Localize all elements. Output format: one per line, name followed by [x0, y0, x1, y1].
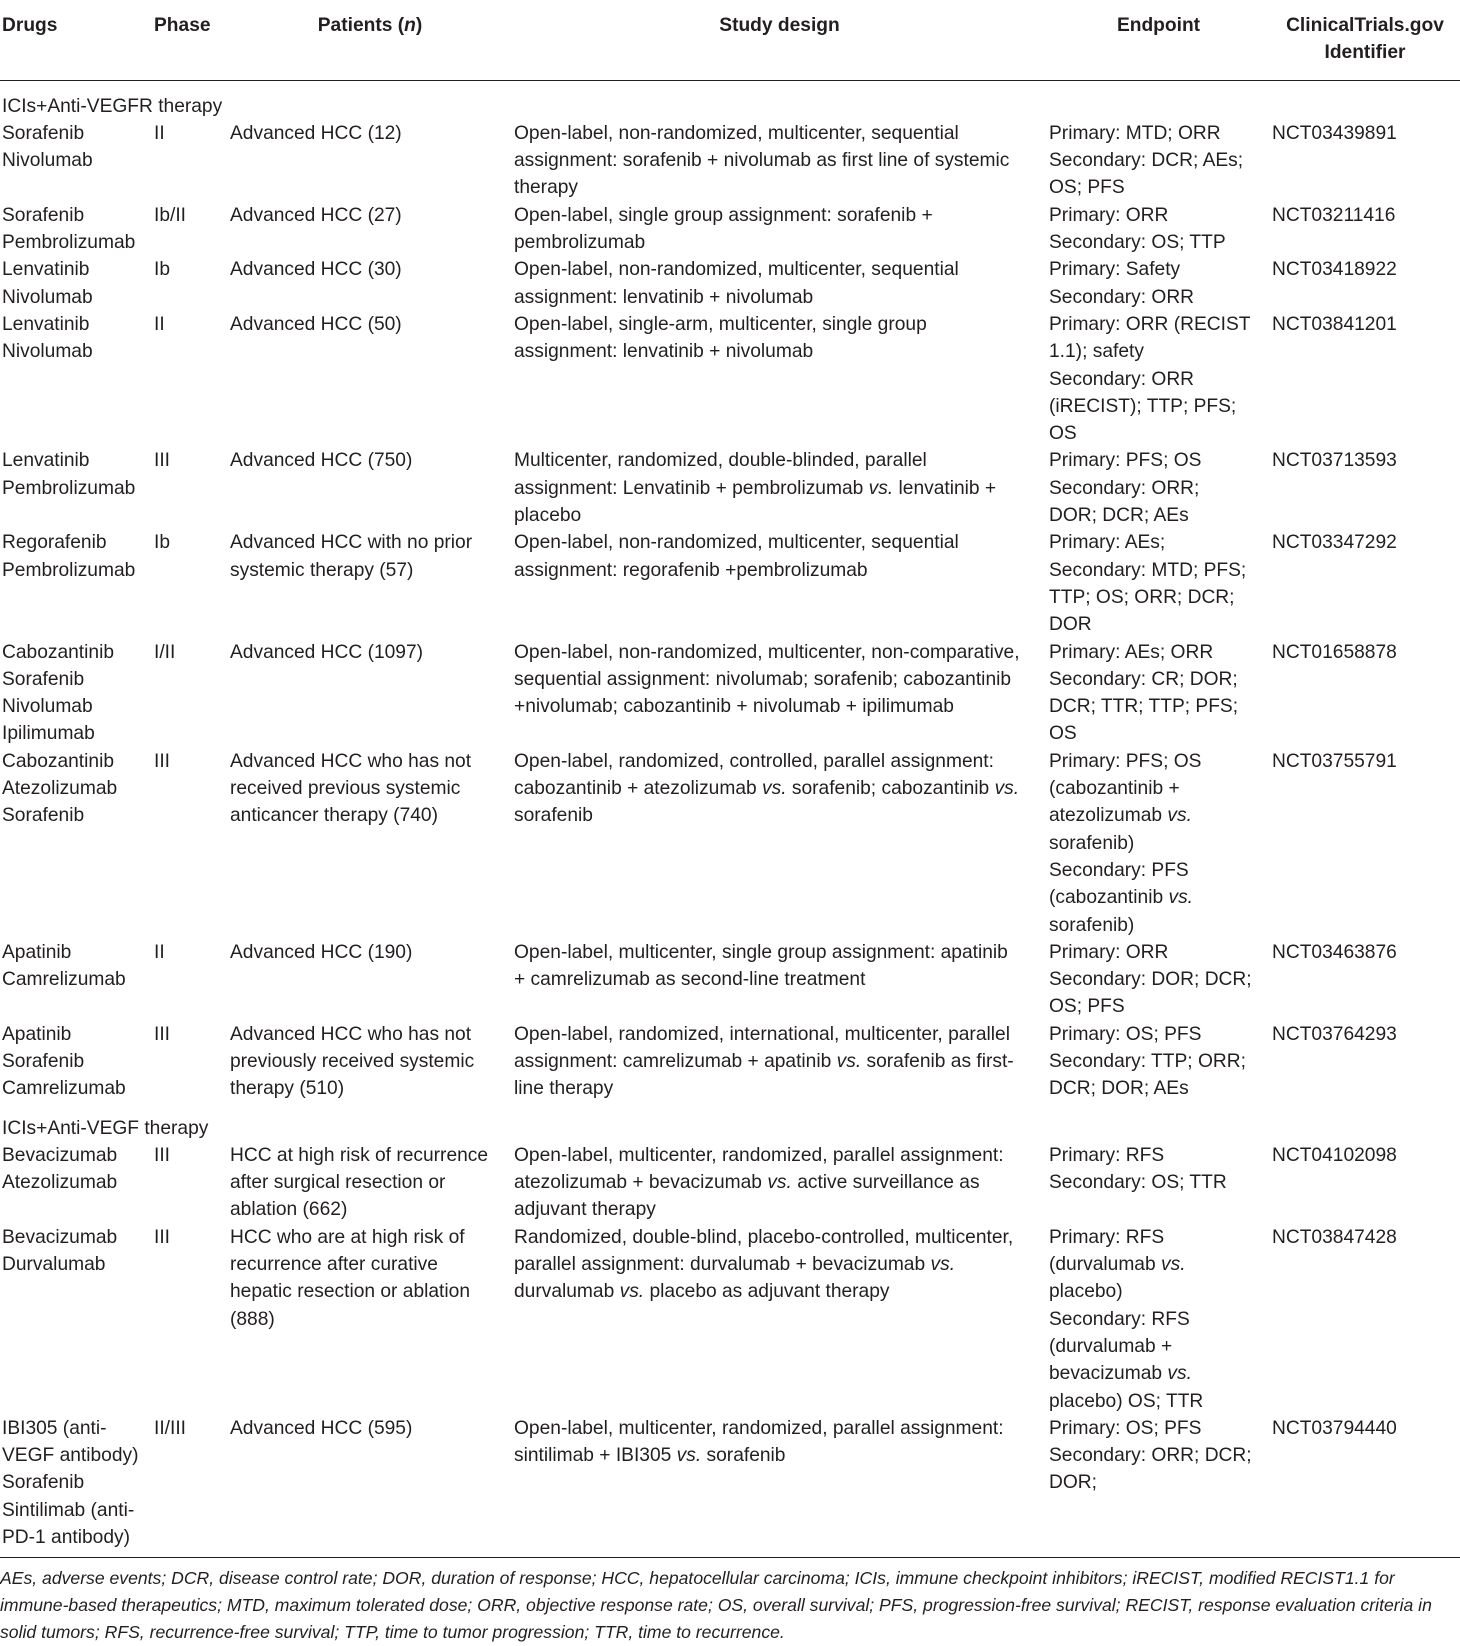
design-cell [512, 748, 1047, 939]
endpoint-line: sorafenib) [1049, 914, 1135, 936]
drugs-line: Nivolumab [2, 696, 93, 718]
drugs-line: Nivolumab [2, 150, 93, 172]
phase-line: II/III [154, 1417, 186, 1439]
phase-cell [152, 311, 228, 447]
endpoint-line: placebo) OS; TTR [1049, 1390, 1204, 1412]
identifier-cell [1270, 447, 1460, 529]
drugs-line: Cabozantinib [2, 750, 115, 772]
section-row [0, 80, 1460, 120]
endpoint-line: Primary: RFS [1049, 1226, 1165, 1248]
design-line: durvalumab vs. placebo as adjuvant therapy [514, 1281, 890, 1303]
identifier-cell [1270, 311, 1460, 447]
phase-line: III [154, 1023, 170, 1045]
design-line: Open-label, randomized, controlled, parallel assignment: [514, 750, 994, 772]
identifier-line: NCT03463876 [1272, 941, 1397, 963]
design-line: assignment: sorafenib + nivolumab as first line of systemic [514, 150, 1010, 172]
identifier-cell [1270, 748, 1460, 939]
endpoint-line: Primary: OS; PFS [1049, 1023, 1202, 1045]
patients-cell [228, 311, 512, 447]
header-patients [228, 0, 512, 80]
vs-abbrev: vs. [619, 1281, 645, 1303]
phase-line: I/II [154, 641, 176, 663]
table-row [0, 256, 1460, 311]
endpoint-line: Secondary: TTP; ORR; [1049, 1050, 1246, 1072]
identifier-line: NCT03794440 [1272, 1417, 1397, 1439]
phase-cell [152, 202, 228, 257]
design-line: pembrolizumab [514, 232, 646, 254]
header-identifier [1270, 0, 1460, 80]
drugs-cell [0, 748, 152, 939]
identifier-cell [1270, 939, 1460, 1021]
drugs-cell [0, 529, 152, 638]
drugs-line: VEGF antibody) [2, 1445, 139, 1467]
patients-line: Advanced HCC who has not [230, 750, 472, 772]
design-cell [512, 1021, 1047, 1103]
design-line: sequential assignment: nivolumab; sorafenib; cabozantinib [514, 668, 1012, 690]
patients-line: Advanced HCC (750) [230, 450, 413, 472]
identifier-cell [1270, 529, 1460, 638]
phase-cell [152, 748, 228, 939]
endpoint-line: (cabozantinib + [1049, 778, 1180, 800]
endpoint-cell [1047, 939, 1270, 1021]
endpoint-line: atezolizumab vs. [1049, 805, 1192, 827]
endpoint-line: Primary: Safety [1049, 259, 1181, 281]
patients-cell [228, 639, 512, 748]
identifier-line: NCT01658878 [1272, 641, 1397, 663]
design-line: Multicenter, randomized, double-blinded, parallel [514, 450, 927, 472]
design-cell [512, 120, 1047, 202]
table-row [0, 1224, 1460, 1415]
patients-line: ablation (662) [230, 1199, 348, 1221]
header-patients-n: n [404, 15, 416, 36]
endpoint-line: Secondary: ORR [1049, 286, 1195, 308]
endpoint-line: 1.1); safety [1049, 341, 1144, 363]
drugs-line: Lenvatinib [2, 259, 90, 281]
patients-line: Advanced HCC (595) [230, 1417, 413, 1439]
endpoint-line: Primary: PFS; OS [1049, 750, 1202, 772]
header-patients-suffix: ) [415, 15, 423, 36]
endpoint-line: Primary: ORR [1049, 204, 1169, 226]
vs-abbrev: vs. [676, 1445, 702, 1467]
design-line: Open-label, non-randomized, multicenter, sequential [514, 532, 959, 554]
design-line: atezolizumab + bevacizumab vs. active surveillance as [514, 1172, 980, 1194]
drugs-line: Sorafenib [2, 805, 85, 827]
vs-abbrev: vs. [994, 778, 1020, 800]
patients-cell [228, 120, 512, 202]
table-row [0, 1021, 1460, 1103]
header-endpoint: Endpoint [1047, 0, 1270, 80]
endpoint-line: OS [1049, 723, 1077, 745]
design-line: assignment: camrelizumab + apatinib vs. sorafenib as first- [514, 1050, 1014, 1072]
endpoint-cell [1047, 447, 1270, 529]
patients-cell [228, 1224, 512, 1415]
identifier-line: NCT03418922 [1272, 259, 1397, 281]
endpoint-line: Secondary: DOR; DCR; [1049, 969, 1252, 991]
table-row [0, 311, 1460, 447]
identifier-line: NCT03841201 [1272, 313, 1397, 335]
section-title: ICIs+Anti-VEGF therapy [2, 1117, 209, 1139]
identifier-cell [1270, 1224, 1460, 1415]
header-patients-prefix: Patients ( [317, 15, 405, 36]
header-identifier-line: Identifier [1324, 42, 1406, 64]
table-footnote [0, 1557, 1460, 1646]
endpoint-line: Primary: ORR (RECIST [1049, 313, 1251, 335]
endpoint-cell [1047, 256, 1270, 311]
patients-line: Advanced HCC with no prior [230, 532, 473, 554]
endpoint-line: OS [1049, 423, 1077, 445]
patients-line: HCC at high risk of recurrence [230, 1144, 489, 1166]
patients-line: systemic therapy (57) [230, 559, 414, 581]
vs-abbrev: vs. [930, 1254, 956, 1276]
design-line: Open-label, single group assignment: sorafenib + [514, 204, 933, 226]
design-line: Open-label, randomized, international, multicenter, parallel [514, 1023, 1010, 1045]
drugs-line: Lenvatinib [2, 313, 90, 335]
endpoint-line: Primary: OS; PFS [1049, 1417, 1202, 1439]
drugs-cell [0, 256, 152, 311]
patients-line: previously received systemic [230, 1050, 475, 1072]
vs-abbrev: vs. [767, 1172, 792, 1194]
phase-cell [152, 639, 228, 748]
drugs-line: Apatinib [2, 941, 72, 963]
patients-line: (888) [230, 1308, 275, 1330]
drugs-line: Sorafenib [2, 1050, 85, 1072]
endpoint-line: Secondary: DCR; AEs; [1049, 150, 1244, 172]
drugs-line: Nivolumab [2, 286, 93, 308]
drugs-line: Atezolizumab [2, 1172, 118, 1194]
header-identifier-line: ClinicalTrials.gov [1286, 15, 1444, 36]
patients-line: Advanced HCC (50) [230, 313, 402, 335]
drugs-line: Atezolizumab [2, 778, 118, 800]
phase-cell [152, 1224, 228, 1415]
endpoint-line: Secondary: ORR [1049, 368, 1195, 390]
phase-cell [152, 120, 228, 202]
drugs-line: Sorafenib [2, 1472, 85, 1494]
endpoint-line: Secondary: MTD; PFS; [1049, 559, 1247, 581]
table-row [0, 202, 1460, 257]
identifier-line: NCT03713593 [1272, 450, 1397, 472]
design-cell [512, 1142, 1047, 1224]
phase-line: Ib/II [154, 204, 186, 226]
design-cell [512, 1224, 1047, 1415]
phase-cell [152, 939, 228, 1021]
endpoint-cell [1047, 1224, 1270, 1415]
patients-line: Advanced HCC (190) [230, 941, 413, 963]
patients-cell [228, 939, 512, 1021]
phase-cell [152, 529, 228, 638]
endpoint-cell [1047, 1415, 1270, 1551]
endpoint-line: Primary: PFS; OS [1049, 450, 1202, 472]
identifier-cell [1270, 1415, 1460, 1551]
patients-line: Advanced HCC (1097) [230, 641, 424, 663]
patients-cell [228, 256, 512, 311]
drugs-line: Regorafenib [2, 532, 107, 554]
design-cell [512, 311, 1047, 447]
drugs-cell [0, 639, 152, 748]
drugs-line: Bevacizumab [2, 1144, 118, 1166]
endpoint-line: OS; PFS [1049, 177, 1125, 199]
vs-abbrev: vs. [836, 1050, 862, 1072]
endpoint-line: TTP; OS; ORR; DCR; [1049, 586, 1235, 608]
identifier-line: NCT04102098 [1272, 1144, 1397, 1166]
patients-line: Advanced HCC (30) [230, 259, 402, 281]
design-cell [512, 939, 1047, 1021]
drugs-cell [0, 447, 152, 529]
table-row [0, 639, 1460, 748]
endpoint-cell [1047, 1142, 1270, 1224]
footnote-line: immune-based therapeutics; MTD, maximum tolerated dose; ORR, objective response rate; OS, overall survival; PFS, progression-free survival; RECIST, response evaluation criteria in [0, 1595, 1432, 1615]
design-line: +nivolumab; cabozantinib + nivolumab + ipilimumab [514, 696, 954, 718]
endpoint-line: Secondary: OS; TTP [1049, 232, 1226, 254]
endpoint-line: Primary: RFS [1049, 1144, 1165, 1166]
patients-cell [228, 1415, 512, 1551]
endpoint-cell [1047, 311, 1270, 447]
design-line: sorafenib [514, 805, 593, 827]
identifier-cell [1270, 120, 1460, 202]
identifier-line: NCT03211416 [1272, 204, 1396, 226]
phase-line: III [154, 750, 170, 772]
phase-line: Ib [154, 532, 171, 554]
drugs-cell [0, 120, 152, 202]
design-line: assignment: lenvatinib + nivolumab [514, 286, 814, 308]
table-row [0, 120, 1460, 202]
endpoint-line: (iRECIST); TTP; PFS; [1049, 395, 1237, 417]
drugs-line: PD-1 antibody) [2, 1527, 130, 1549]
table-row [0, 748, 1460, 939]
drugs-line: Bevacizumab [2, 1226, 118, 1248]
identifier-line: NCT03347292 [1272, 532, 1397, 554]
design-line: assignment: lenvatinib + nivolumab [514, 341, 814, 363]
drugs-line: Sintilimab (anti- [2, 1499, 135, 1521]
phase-cell [152, 1142, 228, 1224]
header-drugs: Drugs [0, 0, 152, 80]
endpoint-line: DOR; [1049, 1472, 1097, 1494]
patients-cell [228, 529, 512, 638]
endpoint-cell [1047, 202, 1270, 257]
design-cell [512, 1415, 1047, 1551]
table-row [0, 939, 1460, 1021]
section-row [0, 1103, 1460, 1142]
endpoint-line: Primary: AEs; ORR [1049, 641, 1214, 663]
identifier-line: NCT03439891 [1272, 122, 1397, 144]
drugs-line: Pembrolizumab [2, 559, 136, 581]
design-line: sintilimab + IBI305 vs. sorafenib [514, 1445, 786, 1467]
endpoint-cell [1047, 639, 1270, 748]
endpoint-line: Secondary: RFS [1049, 1308, 1190, 1330]
phase-line: II [154, 313, 165, 335]
design-line: parallel assignment: durvalumab + bevacizumab vs. [514, 1254, 956, 1276]
drugs-cell [0, 1224, 152, 1415]
design-line: + camrelizumab as second-line treatment [514, 969, 866, 991]
drugs-line: Pembrolizumab [2, 477, 136, 499]
design-line: placebo [514, 505, 582, 527]
drugs-cell [0, 1021, 152, 1103]
table-row [0, 1415, 1460, 1551]
patients-line: after surgical resection or [230, 1172, 446, 1194]
identifier-line: NCT03847428 [1272, 1226, 1397, 1248]
drugs-line: Cabozantinib [2, 641, 115, 663]
design-line: assignment: Lenvatinib + pembrolizumab vs. lenvatinib + [514, 477, 997, 499]
endpoint-line: DCR; DOR; AEs [1049, 1078, 1189, 1100]
header-row [0, 0, 1460, 80]
design-line: Open-label, non-randomized, multicenter, non-comparative, [514, 641, 1020, 663]
endpoint-line: placebo) [1049, 1281, 1123, 1303]
table-body [0, 80, 1460, 1551]
patients-line: Advanced HCC (27) [230, 204, 402, 226]
endpoint-line: DOR; DCR; AEs [1049, 505, 1189, 527]
endpoint-cell [1047, 748, 1270, 939]
design-line: adjuvant therapy [514, 1199, 656, 1221]
drugs-cell [0, 1415, 152, 1551]
identifier-line: NCT03755791 [1272, 750, 1397, 772]
drugs-cell [0, 1142, 152, 1224]
drugs-line: Lenvatinib [2, 450, 90, 472]
drugs-line: Apatinib [2, 1023, 72, 1045]
header-design: Study design [512, 0, 1047, 80]
phase-line: II [154, 941, 165, 963]
phase-cell [152, 256, 228, 311]
endpoint-line: Primary: ORR [1049, 941, 1169, 963]
endpoint-line: Primary: MTD; ORR [1049, 122, 1221, 144]
table-row [0, 447, 1460, 529]
vs-abbrev: vs. [1161, 1254, 1186, 1276]
identifier-line: NCT03764293 [1272, 1023, 1397, 1045]
patients-cell [228, 202, 512, 257]
design-cell [512, 447, 1047, 529]
patients-cell [228, 1021, 512, 1103]
patients-line: therapy (510) [230, 1078, 345, 1100]
patients-line: recurrence after curative [230, 1254, 438, 1276]
identifier-cell [1270, 639, 1460, 748]
design-line: Open-label, multicenter, single group assignment: apatinib [514, 941, 1008, 963]
endpoint-line: Primary: AEs; [1049, 532, 1166, 554]
drugs-line: Camrelizumab [2, 969, 126, 991]
table-row [0, 529, 1460, 638]
drugs-line: Sorafenib [2, 204, 85, 226]
design-line: Open-label, non-randomized, multicenter, sequential [514, 259, 959, 281]
design-cell [512, 202, 1047, 257]
patients-line: anticancer therapy (740) [230, 805, 438, 827]
drugs-line: IBI305 (anti- [2, 1417, 107, 1439]
endpoint-line: bevacizumab vs. [1049, 1363, 1192, 1385]
phase-line: III [154, 1226, 170, 1248]
design-line: Open-label, non-randomized, multicenter, sequential [514, 122, 959, 144]
design-line: Open-label, single-arm, multicenter, single group [514, 313, 927, 335]
drugs-cell [0, 939, 152, 1021]
endpoint-cell [1047, 1021, 1270, 1103]
drugs-line: Durvalumab [2, 1254, 106, 1276]
vs-abbrev: vs. [762, 778, 787, 800]
endpoint-line: Secondary: CR; DOR; [1049, 668, 1238, 690]
design-line: Open-label, multicenter, randomized, parallel assignment: [514, 1417, 1004, 1439]
phase-cell [152, 447, 228, 529]
drugs-line: Sorafenib [2, 122, 85, 144]
section-title: ICIs+Anti-VEGFR therapy [2, 95, 223, 117]
drugs-cell [0, 202, 152, 257]
phase-line: III [154, 450, 170, 472]
endpoint-line: Secondary: PFS [1049, 859, 1189, 881]
endpoint-line: DOR [1049, 614, 1092, 636]
design-line: Randomized, double-blind, placebo-controlled, multicenter, [514, 1226, 1014, 1248]
endpoint-line: (durvalumab vs. [1049, 1254, 1186, 1276]
endpoint-line: DCR; TTR; TTP; PFS; [1049, 696, 1239, 718]
endpoint-line: sorafenib) [1049, 832, 1135, 854]
table-row [0, 1142, 1460, 1224]
patients-line: Advanced HCC who has not [230, 1023, 472, 1045]
table-header [0, 0, 1460, 80]
endpoint-line: Secondary: OS; TTR [1049, 1172, 1227, 1194]
design-cell [512, 639, 1047, 748]
drugs-cell [0, 311, 152, 447]
patients-cell [228, 447, 512, 529]
design-cell [512, 256, 1047, 311]
design-line: cabozantinib + atezolizumab vs. sorafenib; cabozantinib vs. [514, 778, 1020, 800]
endpoint-cell [1047, 120, 1270, 202]
drugs-line: Ipilimumab [2, 723, 95, 745]
vs-abbrev: vs. [1168, 887, 1194, 909]
patients-line: Advanced HCC (12) [230, 122, 402, 144]
patients-line: HCC who are at high risk of [230, 1226, 465, 1248]
footnote-line: solid tumors; RFS, recurrence-free survival; TTP, time to tumor progression; TTR, time to recurrence. [0, 1622, 785, 1642]
endpoint-line: Secondary: ORR; DCR; [1049, 1445, 1252, 1467]
vs-abbrev: vs. [1167, 805, 1192, 827]
phase-cell [152, 1021, 228, 1103]
phase-cell [152, 1415, 228, 1551]
patients-cell [228, 748, 512, 939]
endpoint-line: (cabozantinib vs. [1049, 887, 1194, 909]
endpoint-cell [1047, 529, 1270, 638]
vs-abbrev: vs. [1167, 1363, 1192, 1385]
endpoint-line: OS; PFS [1049, 996, 1125, 1018]
patients-cell [228, 1142, 512, 1224]
endpoint-line: (durvalumab + [1049, 1335, 1173, 1357]
design-cell [512, 529, 1047, 638]
header-phase: Phase [152, 0, 228, 80]
phase-line: Ib [154, 259, 171, 281]
drugs-line: Nivolumab [2, 341, 93, 363]
design-line: Open-label, multicenter, randomized, parallel assignment: [514, 1144, 1004, 1166]
design-line: assignment: regorafenib +pembrolizumab [514, 559, 868, 581]
identifier-cell [1270, 1021, 1460, 1103]
identifier-cell [1270, 202, 1460, 257]
design-line: line therapy [514, 1078, 614, 1100]
identifier-cell [1270, 256, 1460, 311]
drugs-line: Sorafenib [2, 668, 85, 690]
phase-line: II [154, 122, 165, 144]
patients-line: received previous systemic [230, 778, 461, 800]
vs-abbrev: vs. [868, 477, 894, 499]
drugs-line: Pembrolizumab [2, 232, 136, 254]
design-line: therapy [514, 177, 578, 199]
drugs-line: Camrelizumab [2, 1078, 126, 1100]
identifier-cell [1270, 1142, 1460, 1224]
patients-line: hepatic resection or ablation [230, 1281, 470, 1303]
endpoint-line: Secondary: ORR; [1049, 477, 1200, 499]
footnote-line: AEs, adverse events; DCR, disease control rate; DOR, duration of response; HCC, hepatocellular carcinoma; ICIs, immune checkpoint inhibitors; iRECIST, modified RECIST1.1 for [0, 1568, 1395, 1588]
phase-line: III [154, 1144, 170, 1166]
